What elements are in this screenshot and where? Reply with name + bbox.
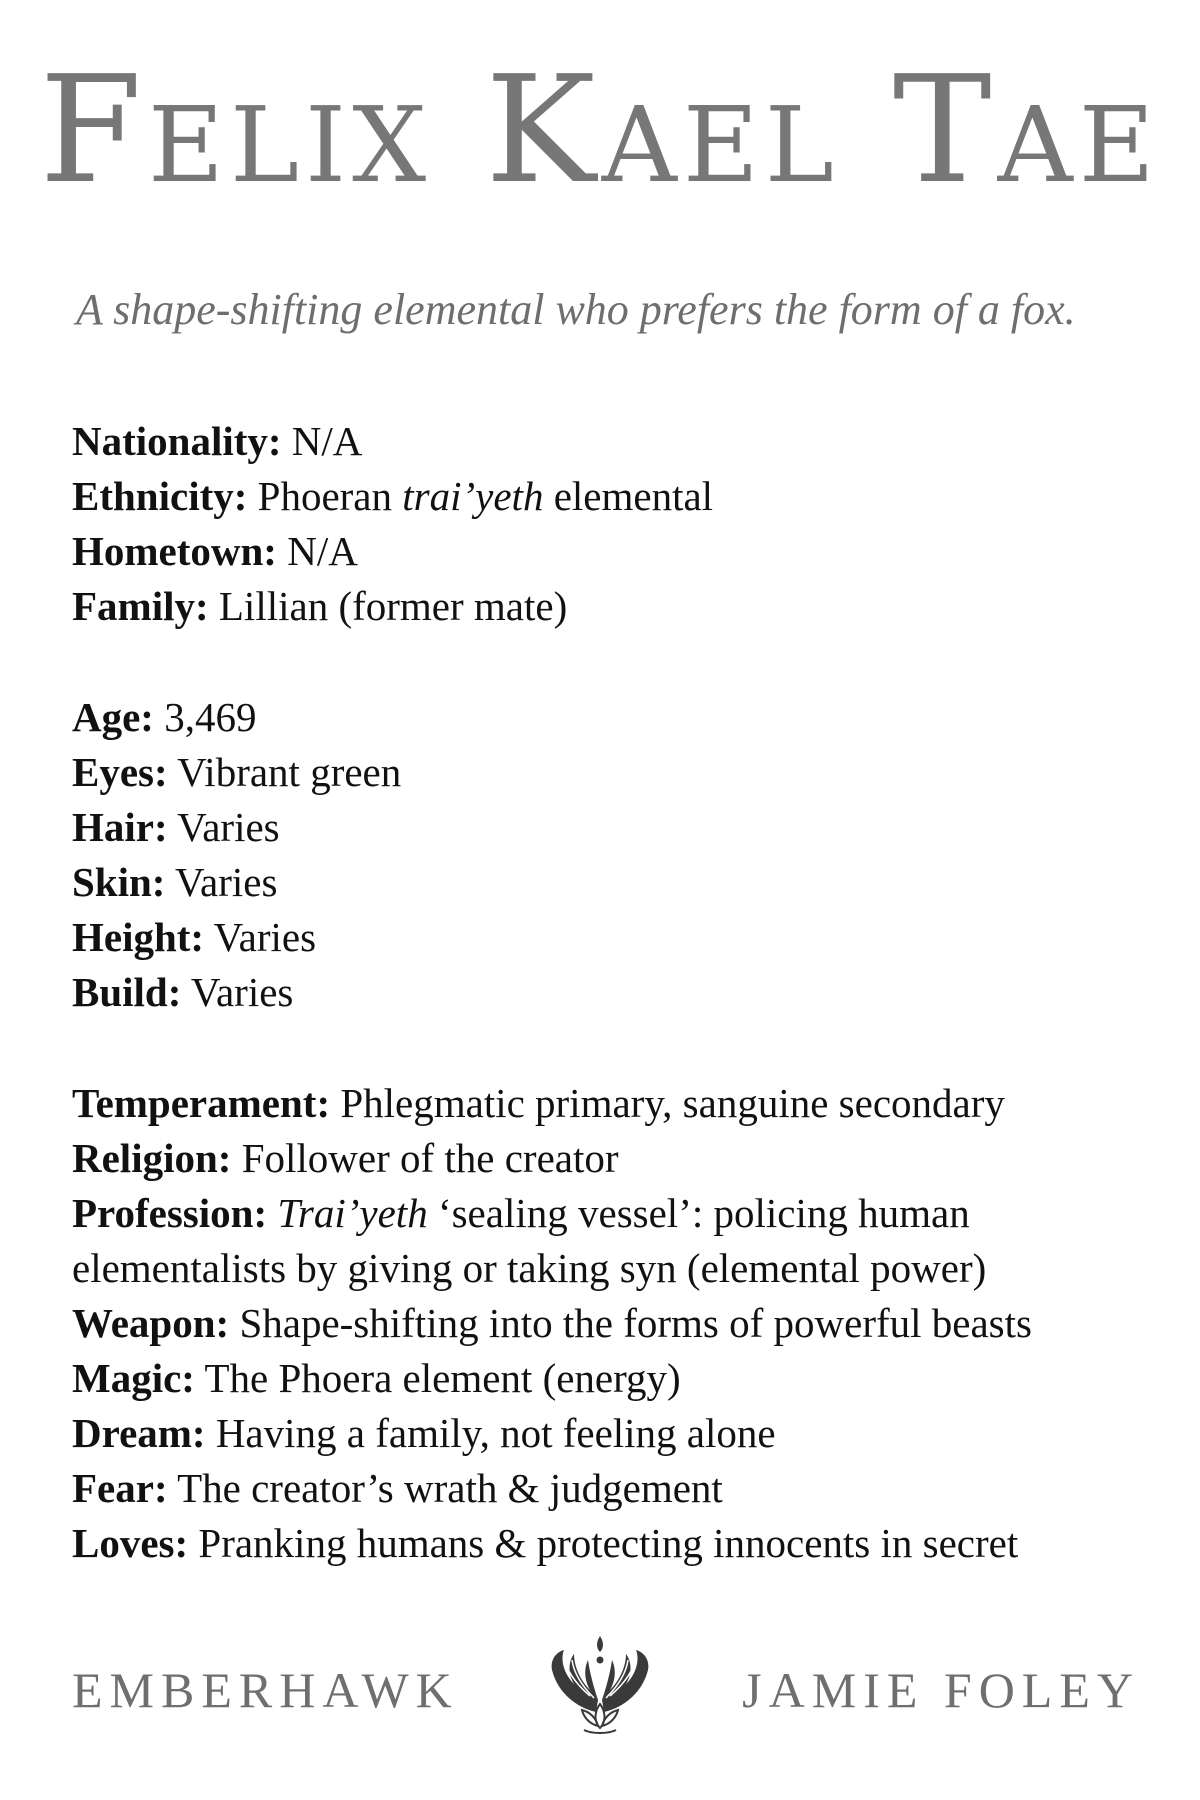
profession-value-post: ‘sealing vessel’: policing human elementalists by giving or taking syn (elemental power) — [72, 1190, 987, 1291]
dream-row — [72, 1406, 1172, 1461]
family-value: Lillian (former mate) — [208, 583, 568, 629]
fear-row — [72, 1461, 1172, 1516]
appearance-section — [72, 690, 1172, 1020]
temperament-label: Temperament: — [72, 1080, 331, 1126]
nationality-row — [72, 414, 1172, 469]
age-label: Age: — [72, 694, 154, 740]
ethnicity-row — [72, 469, 1172, 524]
nationality-value: N/A — [281, 418, 363, 464]
winged-lotus-icon — [540, 1630, 660, 1740]
ethnicity-value-post: elemental — [543, 473, 714, 519]
religion-label: Religion: — [72, 1135, 232, 1181]
loves-label: Loves: — [72, 1520, 189, 1566]
skin-row — [72, 855, 1172, 910]
character-name-title: Felix Kael Tae — [39, 44, 1161, 216]
identity-section — [72, 414, 1172, 634]
family-row — [72, 579, 1172, 634]
weapon-row — [72, 1296, 1172, 1351]
temperament-value: Phlegmatic primary, sanguine secondary — [330, 1080, 1005, 1126]
author-name: JAMIE FOLEY — [742, 1662, 1140, 1718]
weapon-label: Weapon: — [72, 1300, 230, 1346]
profession-value-em: Trai’yeth — [277, 1190, 428, 1236]
build-label: Build: — [72, 969, 182, 1015]
age-value: 3,469 — [153, 694, 257, 740]
character-tagline: A shape-shifting elemental who prefers the form of a fox. — [76, 285, 1076, 334]
profession-label: Profession: — [72, 1190, 268, 1236]
temperament-row — [72, 1076, 1172, 1131]
skin-value: Varies — [165, 859, 278, 905]
eyes-label: Eyes: — [72, 749, 168, 795]
magic-value: The Phoera element (energy) — [194, 1355, 681, 1401]
dream-label: Dream: — [72, 1410, 206, 1456]
hometown-label: Hometown: — [72, 528, 277, 574]
religion-value: Follower of the creator — [231, 1135, 619, 1181]
build-row — [72, 965, 1172, 1020]
fear-value: The creator’s wrath & judgement — [167, 1465, 723, 1511]
weapon-value: Shape-shifting into the forms of powerful beasts — [229, 1300, 1032, 1346]
hometown-row — [72, 524, 1172, 579]
fear-label: Fear: — [72, 1465, 168, 1511]
build-value: Varies — [181, 969, 294, 1015]
ethnicity-label: Ethnicity: — [72, 473, 248, 519]
age-row — [72, 690, 1172, 745]
publisher-name: EMBERHAWK — [72, 1662, 459, 1718]
nationality-label: Nationality: — [72, 418, 282, 464]
religion-row — [72, 1131, 1172, 1186]
magic-label: Magic: — [72, 1355, 195, 1401]
skin-label: Skin: — [72, 859, 166, 905]
dream-value: Having a family, not feeling alone — [205, 1410, 776, 1456]
hair-value: Varies — [167, 804, 280, 850]
height-value: Varies — [204, 914, 317, 960]
profession-row — [72, 1186, 1162, 1296]
height-label: Height: — [72, 914, 205, 960]
hair-label: Hair: — [72, 804, 168, 850]
loves-row — [72, 1516, 1172, 1571]
ethnicity-value-pre: Phoeran — [247, 473, 403, 519]
footer — [0, 1630, 1200, 1750]
family-label: Family: — [72, 583, 209, 629]
hair-row — [72, 800, 1172, 855]
hometown-value: N/A — [276, 528, 358, 574]
ethnicity-value-em: trai’yeth — [402, 473, 544, 519]
height-row — [72, 910, 1172, 965]
eyes-row — [72, 745, 1172, 800]
loves-value: Pranking humans & protecting innocents in secret — [188, 1520, 1019, 1566]
character-section — [72, 1076, 1172, 1571]
eyes-value: Vibrant green — [167, 749, 402, 795]
magic-row — [72, 1351, 1172, 1406]
